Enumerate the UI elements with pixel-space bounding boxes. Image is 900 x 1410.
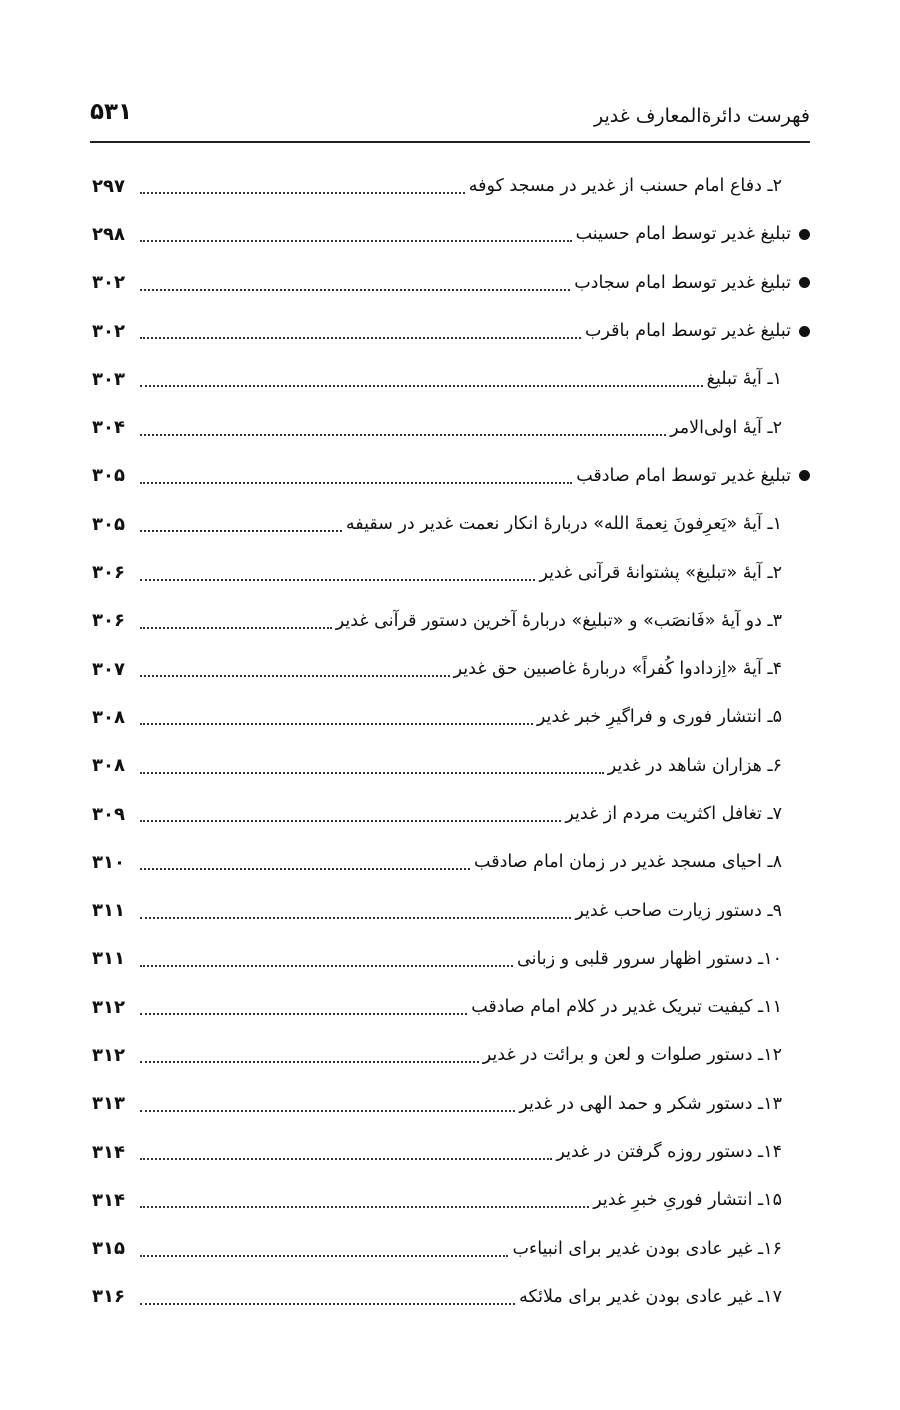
toc-entry	[92, 886, 782, 934]
toc-entry	[92, 935, 782, 983]
toc-entry-page: ۳۱۲	[92, 996, 125, 1018]
toc-entry-page: ۳۰۷	[92, 658, 125, 680]
toc-entry-page: ۳۱۵	[92, 1238, 125, 1260]
toc-entry	[92, 403, 782, 451]
toc-entry-page: ۳۱۰	[92, 851, 125, 873]
dot-leader	[140, 530, 342, 532]
dot-leader	[140, 820, 561, 822]
dot-leader	[140, 337, 581, 339]
toc-entry-title: ۱۷ـ غیر عادی بودن غدیر برای ملائکه	[519, 1286, 782, 1307]
dot-leader	[140, 965, 513, 967]
toc-entry	[92, 1176, 782, 1224]
toc-entry-page: ۳۰۶	[92, 610, 125, 632]
toc-entry-title: ۲ـ دفاع امام حسنب از غدیر در مسجد کوفه	[468, 176, 782, 197]
toc-entry-title: ۹ـ دستور زیارت صاحب غدیر	[575, 900, 782, 921]
toc-entry-title: ۸ـ احیای مسجد غدیر در زمان امام صادقب	[474, 852, 782, 873]
toc-entry	[92, 1080, 782, 1128]
table-of-contents	[92, 162, 791, 1321]
toc-entry-page: ۳۰۹	[92, 803, 125, 825]
dot-leader	[140, 289, 570, 291]
toc-entry-title: تبلیغ غدیر توسط امام صادقب	[576, 465, 791, 486]
toc-entry-page: ۳۰۲	[92, 272, 125, 294]
dot-leader	[140, 434, 666, 436]
bullet-icon	[799, 470, 810, 481]
toc-entry-title: تبلیغ غدیر توسط امام حسینب	[575, 224, 791, 245]
toc-entry-page: ۳۰۸	[92, 755, 125, 777]
toc-entry-page: ۲۹۷	[92, 175, 125, 197]
toc-entry-title: ۱ـ آیهٔ «یَعرِفونَ نِعمةَ الله» دربارهٔ انکار نعمت غدیر در سقیفه	[345, 514, 782, 535]
dot-leader	[140, 675, 450, 677]
toc-entry-title: ۱۴ـ دستور روزه گرفتن در غدیر	[556, 1142, 782, 1163]
toc-entry	[92, 1273, 782, 1321]
dot-leader	[140, 1110, 515, 1112]
toc-entry-page: ۲۹۸	[92, 223, 125, 245]
toc-entry-title: ۱۰ـ دستور اظهار سرور قلبی و زبانی	[517, 948, 782, 969]
toc-entry	[92, 259, 810, 307]
page-number: ۵۳۱	[90, 99, 133, 125]
dot-leader	[140, 579, 535, 581]
bullet-icon	[799, 277, 810, 288]
toc-entry-page: ۳۰۶	[92, 562, 125, 584]
toc-entry	[92, 452, 810, 500]
dot-leader	[140, 482, 572, 484]
dot-leader	[140, 1061, 479, 1063]
toc-entry-page: ۳۰۴	[92, 417, 125, 439]
toc-entry-title: ۱۶ـ غیر عادی بودن غدیر برای انبیاءب	[512, 1238, 782, 1259]
toc-entry-page: ۳۱۴	[92, 1141, 125, 1163]
toc-entry-title: تبلیغ غدیر توسط امام سجادب	[574, 272, 791, 293]
toc-entry-title: ۱۳ـ دستور شکر و حمد الهی در غدیر	[519, 1093, 782, 1114]
toc-entry-page: ۳۱۳	[92, 1093, 125, 1115]
bullet-icon	[799, 229, 810, 240]
toc-entry	[92, 548, 782, 596]
toc-entry-title: ۱۵ـ انتشار فوریِ خبرِ غدیر	[593, 1190, 782, 1211]
dot-leader	[140, 240, 572, 242]
toc-entry-page: ۳۱۲	[92, 1044, 125, 1066]
page-header	[90, 95, 810, 143]
dot-leader	[140, 1158, 552, 1160]
toc-entry-title: ۶ـ هزاران شاهد در غدیر	[607, 755, 782, 776]
dot-leader	[140, 1255, 508, 1257]
toc-entry	[92, 983, 782, 1031]
toc-entry	[92, 790, 782, 838]
toc-entry-page: ۳۱۱	[92, 900, 125, 922]
toc-entry	[92, 500, 782, 548]
toc-entry-title: ۴ـ آیهٔ «اِزدادوا کُفراً» دربارهٔ غاصبین حق غدیر	[453, 659, 782, 680]
toc-entry-page: ۳۱۶	[92, 1286, 125, 1308]
toc-entry	[92, 307, 810, 355]
toc-entry	[92, 210, 810, 258]
toc-entry	[92, 1031, 782, 1079]
dot-leader	[140, 627, 332, 629]
toc-entry-title: تبلیغ غدیر توسط امام باقرب	[585, 321, 791, 342]
toc-entry	[92, 162, 782, 210]
toc-entry-page: ۳۰۲	[92, 320, 125, 342]
toc-entry-title: ۱۱ـ کیفیت تبریک غدیر در کلام امام صادقب	[471, 997, 782, 1018]
dot-leader	[140, 1303, 515, 1305]
toc-entry	[92, 742, 782, 790]
dot-leader	[140, 1013, 467, 1015]
dot-leader	[140, 723, 533, 725]
toc-entry-title: ۳ـ دو آیهٔ «فَانصَب» و «تبلیغ» دربارهٔ آخرین دستور قرآنی غدیر	[335, 610, 782, 631]
dot-leader	[140, 917, 571, 919]
dot-leader	[140, 192, 465, 194]
toc-entry-page: ۳۱۱	[92, 948, 125, 970]
bullet-icon	[799, 326, 810, 337]
dot-leader	[140, 1206, 589, 1208]
toc-entry-page: ۳۱۴	[92, 1189, 125, 1211]
toc-entry-title: ۱ـ آیهٔ تبلیغ	[706, 369, 782, 390]
toc-entry-title: ۲ـ آیهٔ «تبلیغ» پشتوانهٔ قرآنی غدیر	[539, 562, 782, 583]
toc-entry	[92, 1128, 782, 1176]
toc-entry-page: ۳۰۸	[92, 706, 125, 728]
toc-entry	[92, 597, 782, 645]
toc-entry-page: ۳۰۵	[92, 513, 125, 535]
toc-entry	[92, 645, 782, 693]
dot-leader	[140, 385, 703, 387]
toc-entry	[92, 693, 782, 741]
dot-leader	[140, 868, 470, 870]
toc-entry	[92, 1225, 782, 1273]
toc-entry-title: ۵ـ انتشار فوری و فراگیرِ خبر غدیر	[536, 707, 782, 728]
toc-entry-page: ۳۰۳	[92, 368, 125, 390]
toc-entry	[92, 838, 782, 886]
running-title: فهرست دائرةالمعارف غدیر	[593, 105, 810, 127]
toc-entry	[92, 355, 782, 403]
toc-entry-page: ۳۰۵	[92, 465, 125, 487]
dot-leader	[140, 772, 604, 774]
toc-entry-title: ۷ـ تغافل اکثریت مردم از غدیر	[565, 804, 782, 824]
toc-entry-title: ۲ـ آیهٔ اولی‌الامر	[670, 417, 782, 438]
toc-entry-title: ۱۲ـ دستور صلوات و لعن و برائت در غدیر	[482, 1045, 782, 1066]
